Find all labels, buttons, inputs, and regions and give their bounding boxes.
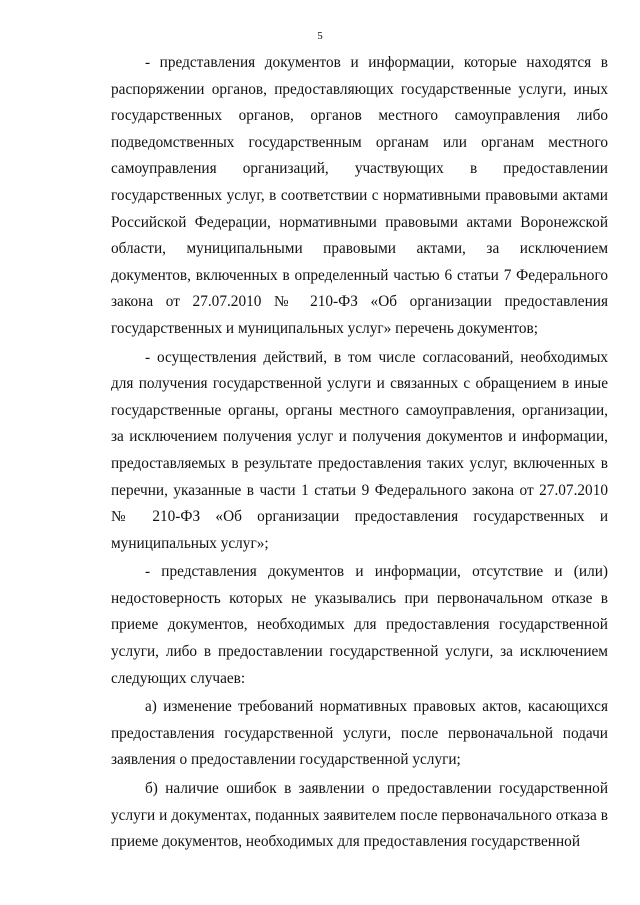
document-body <box>111 50 608 856</box>
page-number: 5 <box>317 30 323 42</box>
paragraph-item-b: б) наличие ошибок в заявлении о предоставлении государственной услуги и документах, поданных заявителем после первоначального отказа в приеме документов, необходимых для предоставления государственной <box>111 780 608 851</box>
paragraph-missing-documents: - представления документов и информации, отсутствие и (или) недостоверность которых не указывались при первоначальном отказе в приеме документов, необходимых для предоставления государственной услуги, либо в предоставлении государственной услуги, за исключением следующих случаев: <box>111 563 608 687</box>
paragraph-actions-approvals: - осуществления действий, в том числе согласований, необходимых для получения государственной услуги и связанных с обращением в иные государственные органы, органы местного самоуправления, организации, за исключением получения услуг и получения документов и информации, предоставляемых в результате предоставления таких услуг, включенных в перечни, указанные в части 1 статьи 9 Федерального закона от 27.07.2010 № 210-ФЗ «Об организации предоставления государственных и муниципальных услуг»; <box>111 348 608 552</box>
paragraph-item-a: а) изменение требований нормативных правовых актов, касающихся предоставления государственной услуги, после первоначальной подачи заявления о предоставлении государственной услуги; <box>111 698 608 769</box>
paragraph-documents-information: - представления документов и информации, которые находятся в распоряжении органов, предоставляющих государственные услуги, иных государственных органов, органов местного самоуправления либо подведомственных государственным органам или органам местного самоуправления организаций, участвующих в предоставлении государственных услуг, в соответствии с нормативными правовыми актами Российской Федерации, нормативными правовыми актами Воронежской области, муниципальными правовыми актами, за исключением документов, включенных в определенный частью 6 статьи 7 Федерального закона от 27.07.2010 № 210-ФЗ «Об организации предоставления государственных и муниципальных услуг» перечень документов; <box>111 54 608 337</box>
